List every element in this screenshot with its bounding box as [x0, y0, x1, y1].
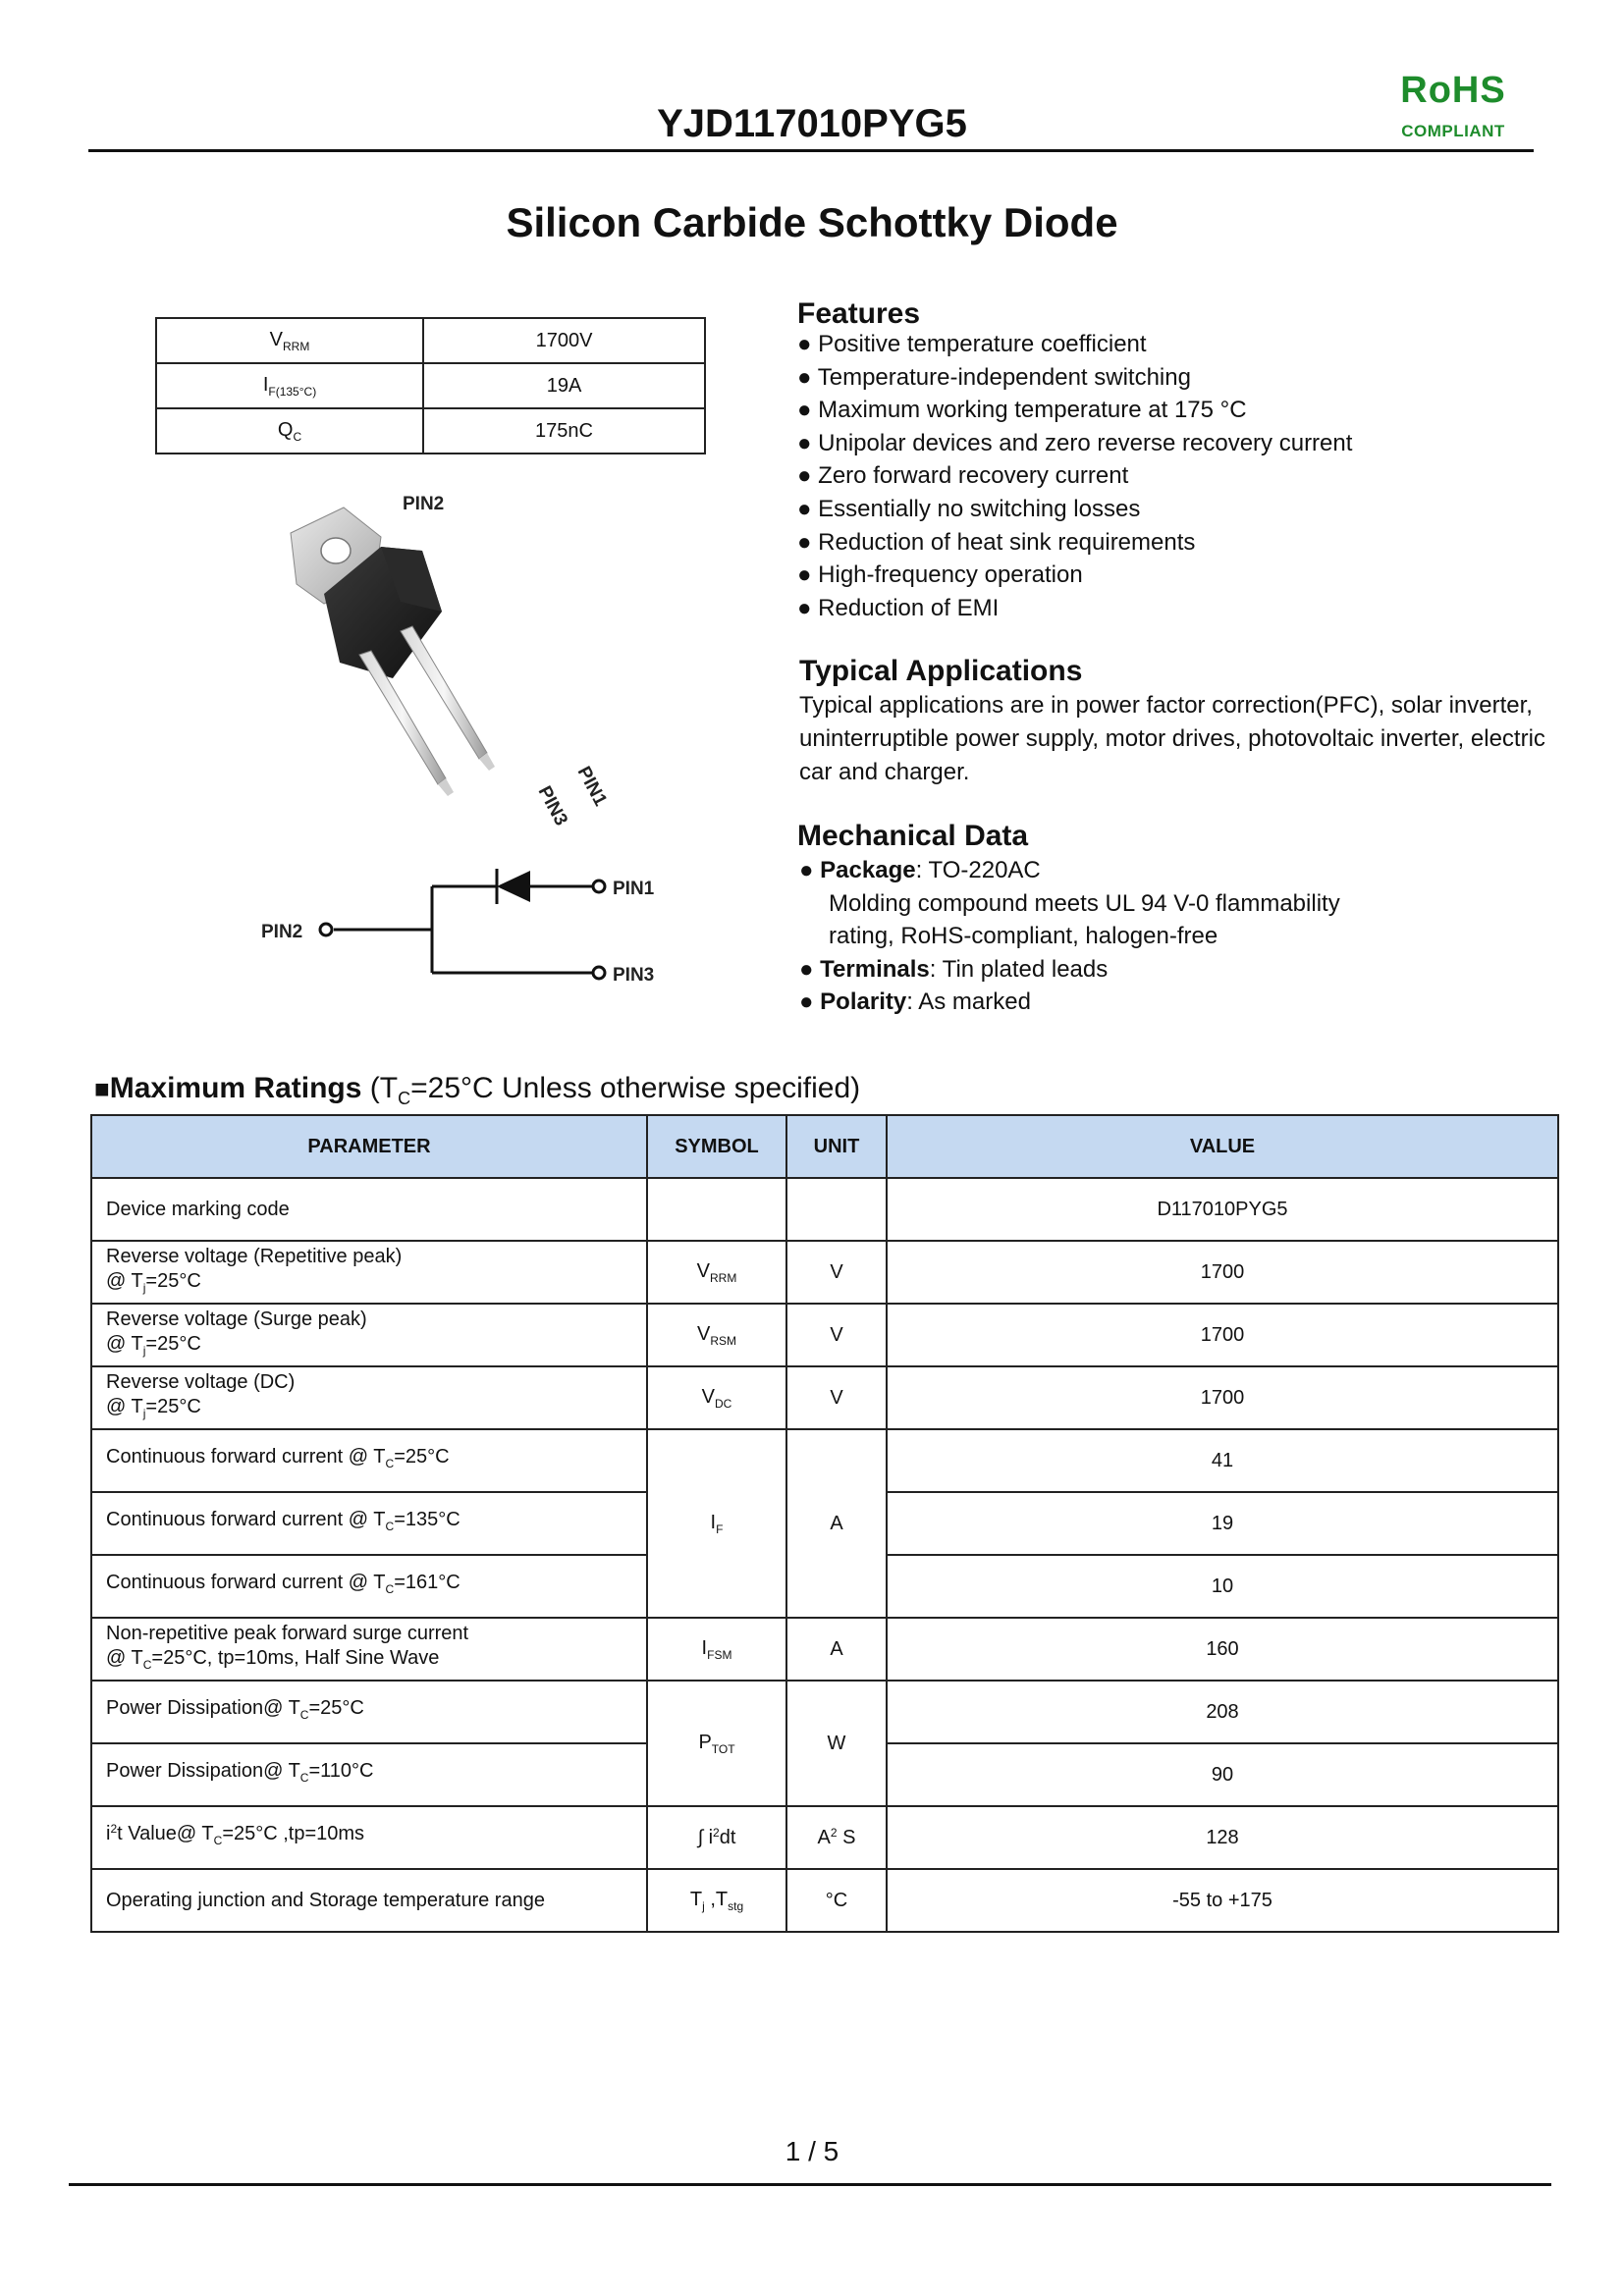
- to220-package-illustration: [265, 486, 638, 849]
- value-cell: 1700: [887, 1366, 1558, 1429]
- key-spec-symbol: $Q_C$: [156, 408, 423, 454]
- applications-heading: Typical Applications: [799, 655, 1083, 687]
- document-title: Silicon Carbide Schottky Diode: [506, 199, 1118, 245]
- key-spec-symbol: $I_{F(135^\circ C)}$: [156, 363, 423, 408]
- square-bullet-icon: ■: [94, 1074, 110, 1103]
- param-cell: Non-repetitive peak forward surge current @ $T_C=25^\circ C$, tp=10ms, Half Sine Wave: [91, 1618, 647, 1681]
- feature-item: ● Maximum working temperature at 175 °C: [797, 397, 1247, 424]
- diode-schematic: [255, 859, 687, 996]
- part-number: YJD117010PYG5: [657, 102, 967, 145]
- value-cell: 19: [887, 1492, 1558, 1555]
- param-cell: Power Dissipation@ $T_C=110^\circ C$: [91, 1743, 647, 1806]
- key-spec-symbol: $V_{RRM}$: [156, 318, 423, 363]
- mechanical-package-note: rating, RoHS-compliant, halogen-free: [829, 923, 1218, 950]
- param-cell: Operating junction and Storage temperature range: [91, 1869, 647, 1932]
- header-rule: [88, 149, 1534, 152]
- feature-item: ● Unipolar devices and zero reverse recovery current: [797, 429, 1353, 456]
- unit-cell: V: [786, 1366, 887, 1429]
- page-number: 1 / 5: [785, 2136, 839, 2166]
- mechanical-polarity: ● Polarity: As marked: [799, 988, 1031, 1016]
- param-cell: Reverse voltage (DC) @ $T_j=25^\circ C$: [91, 1366, 647, 1429]
- symbol-cell: $V_{RSM}$: [647, 1304, 786, 1366]
- value-cell: 160: [887, 1618, 1558, 1681]
- symbol-cell: $T_j$ $,T_{stg}$: [647, 1869, 786, 1932]
- features-heading: Features: [797, 297, 921, 330]
- table-row: [91, 1806, 1558, 1869]
- value-cell: 1700: [887, 1304, 1558, 1366]
- unit-cell: A: [786, 1618, 887, 1681]
- mechanical-package: ● Package: TO-220AC: [799, 857, 1041, 883]
- schematic-pin2-label: PIN2: [261, 922, 303, 942]
- mechanical-heading: Mechanical Data: [797, 820, 1029, 852]
- symbol-cell: $I_F$: [647, 1429, 786, 1618]
- unit-cell: °C: [786, 1869, 887, 1932]
- max-ratings-heading: ■Maximum Ratings ($T_C=25^\circ C$ Unless otherwise specified): [94, 1072, 861, 1109]
- package-pin2-label: PIN2: [403, 494, 445, 514]
- table-header-row: [91, 1115, 1558, 1178]
- param-cell: Continuous forward current @ $T_C=161^\circ C$: [91, 1555, 647, 1618]
- value-cell: 41: [887, 1429, 1558, 1492]
- feature-item: ● Reduction of EMI: [797, 594, 1000, 621]
- feature-item: ● Positive temperature coefficient: [797, 331, 1147, 357]
- unit-cell: [786, 1178, 887, 1241]
- table-row: [91, 1178, 1558, 1241]
- key-spec-row: [156, 318, 705, 363]
- feature-item: ● Reduction of heat sink requirements: [797, 528, 1196, 556]
- table-row: [91, 1681, 1558, 1743]
- param-cell: Power Dissipation@ $T_C=25^\circ C$: [91, 1681, 647, 1743]
- column-header-value: VALUE: [887, 1115, 1558, 1178]
- table-row: [91, 1366, 1558, 1429]
- value-cell: 208: [887, 1681, 1558, 1743]
- applications-text: Typical applications are in power factor correction(PFC), solar inverter, uninterruptible power supply, motor drives, photovoltaic inverter, electric car and charger.: [799, 692, 1545, 785]
- param-cell: Device marking code: [91, 1178, 647, 1241]
- table-row: [91, 1429, 1558, 1492]
- column-header-parameter: PARAMETER: [91, 1115, 647, 1178]
- rohs-badge: [1375, 71, 1532, 141]
- unit-cell: V: [786, 1304, 887, 1366]
- value-cell: D117010PYG5: [887, 1178, 1558, 1241]
- package-pin1-label: PIN1: [572, 763, 611, 810]
- features-list: [797, 328, 1352, 624]
- unit-cell: W: [786, 1681, 887, 1806]
- symbol-cell: $I_{FSM}$: [647, 1618, 786, 1681]
- unit-cell: V: [786, 1241, 887, 1304]
- value-cell: -55 to +175: [887, 1869, 1558, 1932]
- rohs-label: RoHS: [1400, 70, 1506, 111]
- symbol-cell: $V_{DC}$: [647, 1366, 786, 1429]
- feature-item: ● High-frequency operation: [797, 561, 1083, 589]
- symbol-cell: $V_{RRM}$: [647, 1241, 786, 1304]
- feature-item: ● Zero forward recovery current: [797, 462, 1129, 490]
- package-pin3-label: PIN3: [533, 782, 571, 829]
- rohs-compliant-label: COMPLIANT: [1401, 122, 1505, 140]
- table-row: [91, 1241, 1558, 1304]
- value-cell: 128: [887, 1806, 1558, 1869]
- mechanical-package-note: Molding compound meets UL 94 V-0 flammability: [829, 889, 1340, 917]
- mechanical-terminals: ● Terminals: Tin plated leads: [799, 955, 1109, 983]
- symbol-cell: [647, 1178, 786, 1241]
- param-cell: Continuous forward current @ $T_C=25^\circ C$: [91, 1429, 647, 1492]
- param-cell: Continuous forward current @ $T_C=135^\circ C$: [91, 1492, 647, 1555]
- feature-item: ● Temperature-independent switching: [797, 363, 1191, 391]
- param-cell: $i^2t$ Value@ $T_C=25^\circ C$ ,tp=10ms: [91, 1806, 647, 1869]
- key-spec-value: 19A: [423, 363, 705, 408]
- key-spec-value: 1700V: [423, 318, 705, 363]
- feature-item: ● Essentially no switching losses: [797, 495, 1141, 522]
- unit-cell: A: [786, 1429, 887, 1618]
- param-cell: Reverse voltage (Repetitive peak) @ $T_j=25^\circ C$: [91, 1241, 647, 1304]
- key-specs-table: [155, 317, 706, 454]
- value-cell: 10: [887, 1555, 1558, 1618]
- key-spec-row: [156, 408, 705, 454]
- column-header-unit: UNIT: [786, 1115, 887, 1178]
- schematic-pin1-label: PIN1: [613, 879, 655, 899]
- footer-rule: [69, 2183, 1551, 2186]
- key-spec-value: 175nC: [423, 408, 705, 454]
- value-cell: 90: [887, 1743, 1558, 1806]
- symbol-cell: ∫ $i^2dt$: [647, 1806, 786, 1869]
- unit-cell: $A^2$ S: [786, 1806, 887, 1869]
- table-row: [91, 1869, 1558, 1932]
- table-row: [91, 1304, 1558, 1366]
- key-spec-row: [156, 363, 705, 408]
- symbol-cell: $P_{TOT}$: [647, 1681, 786, 1806]
- schematic-pin3-label: PIN3: [613, 965, 655, 986]
- table-row: [91, 1618, 1558, 1681]
- max-ratings-table: [90, 1114, 1559, 1933]
- value-cell: 1700: [887, 1241, 1558, 1304]
- max-ratings-condition: ($T_C=25^\circ C$ Unless otherwise specified): [369, 1072, 861, 1109]
- param-cell: Reverse voltage (Surge peak) @ $T_j=25^\circ C$: [91, 1304, 647, 1366]
- column-header-symbol: SYMBOL: [647, 1115, 786, 1178]
- mechanical-list: [799, 854, 1340, 1019]
